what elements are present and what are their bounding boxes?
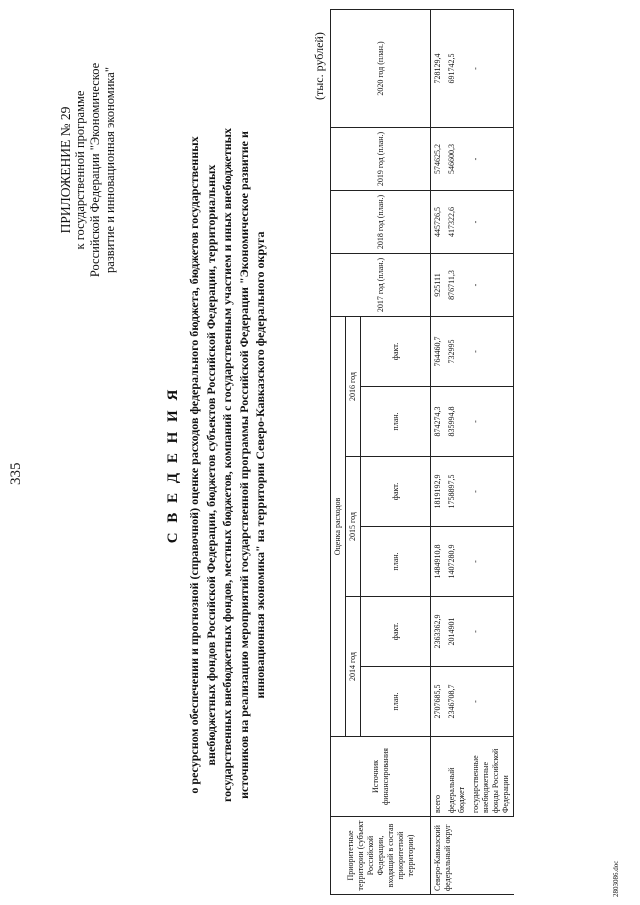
value-cell: 874274,3: [431, 387, 446, 457]
header-2020: 2020 год (план.): [331, 9, 431, 127]
table-row: [445, 9, 469, 894]
header-plan: план.: [361, 667, 431, 737]
header-estimate: Оценка расходов: [331, 316, 346, 736]
header-source: Источник финансирования: [331, 737, 431, 817]
value-cell: -: [469, 457, 514, 527]
header-territory: Приоритетные территории (субъект Российской Федерации, входящий в состав приоритетной территории): [331, 817, 431, 895]
value-cell: 732995: [445, 316, 469, 386]
units-label: (тыс. рублей): [312, 32, 326, 100]
header-fact: факт.: [361, 316, 431, 386]
value-cell: 546600,3: [445, 127, 469, 190]
value-cell: -: [469, 316, 514, 386]
header-2014: 2014 год: [346, 597, 361, 737]
value-cell: -: [469, 9, 514, 127]
source-cell: всего: [431, 737, 446, 817]
value-cell: 1758897,5: [445, 457, 469, 527]
header-fact: факт.: [361, 457, 431, 527]
value-cell: -: [469, 127, 514, 190]
value-cell: 417322,6: [445, 190, 469, 253]
value-cell: 925111: [431, 253, 446, 316]
value-cell: -: [469, 387, 514, 457]
budget-table: [330, 9, 514, 895]
header-fact: факт.: [361, 597, 431, 667]
document-subtitle: о ресурсном обеспечении и прогнозной (справочной) оценке расходов федерального бюджета, бюджетов государственных внебюджетных фондов Российской Федерации, бюджетов субъектов Российской Федерации, территориальных государственных внебюджетных фондов, местных бюджетов, компаний с государственным участием и иных внебюджетных источников на реализацию мероприятий государственной программы Российской Федерации "Экономическое развитие и инновационная экономика" на территории Северо-Кавказского федерального округа: [187, 127, 267, 803]
value-cell: -: [469, 190, 514, 253]
value-cell: -: [469, 253, 514, 316]
header-2019: 2019 год (план.): [331, 127, 431, 190]
header-2017: 2017 год (план.): [331, 253, 431, 316]
value-cell: 728129,4: [431, 9, 446, 127]
value-cell: 2707685,5: [431, 667, 446, 737]
appendix-line: к государственной программе: [73, 90, 87, 250]
value-cell: 2014901: [445, 597, 469, 667]
document-code: 2803086.doc: [612, 860, 620, 897]
appendix-line: развитие и инновационная экономика": [103, 67, 117, 273]
header-plan: план.: [361, 387, 431, 457]
page-number: 335: [8, 462, 24, 485]
value-cell: -: [469, 667, 514, 737]
document-title: С В Е Д Е Н И Я: [165, 386, 181, 544]
value-cell: 445726,5: [431, 190, 446, 253]
header-2018: 2018 год (план.): [331, 190, 431, 253]
header-plan: план.: [361, 527, 431, 597]
value-cell: -: [469, 597, 514, 667]
appendix-block: [58, 20, 118, 320]
heading-block: [165, 120, 269, 810]
appendix-line: Российской Федерации "Экономическое: [88, 62, 102, 278]
value-cell: 2346708,7: [445, 667, 469, 737]
value-cell: 764460,7: [431, 316, 446, 386]
value-cell: 574625,2: [431, 127, 446, 190]
value-cell: 2363362,9: [431, 597, 446, 667]
table-row: [469, 9, 514, 894]
source-cell: федеральный бюджет: [445, 737, 469, 817]
source-cell: государственные внебюджетные фонды Российской Федерации: [469, 737, 514, 817]
appendix-title: ПРИЛОЖЕНИЕ № 29: [58, 106, 73, 234]
header-row: [331, 9, 346, 894]
value-cell: 691742,5: [445, 9, 469, 127]
table-row: [431, 9, 446, 894]
value-cell: 1819192,9: [431, 457, 446, 527]
value-cell: 1407280,9: [445, 527, 469, 597]
value-cell: 876711,3: [445, 253, 469, 316]
value-cell: 835994,8: [445, 387, 469, 457]
value-cell: 1484910,8: [431, 527, 446, 597]
value-cell: -: [469, 527, 514, 597]
header-2016: 2016 год: [346, 316, 361, 456]
territory-cell: Северо-Кавказский федеральный округ: [431, 817, 514, 895]
header-2015: 2015 год: [346, 457, 361, 597]
